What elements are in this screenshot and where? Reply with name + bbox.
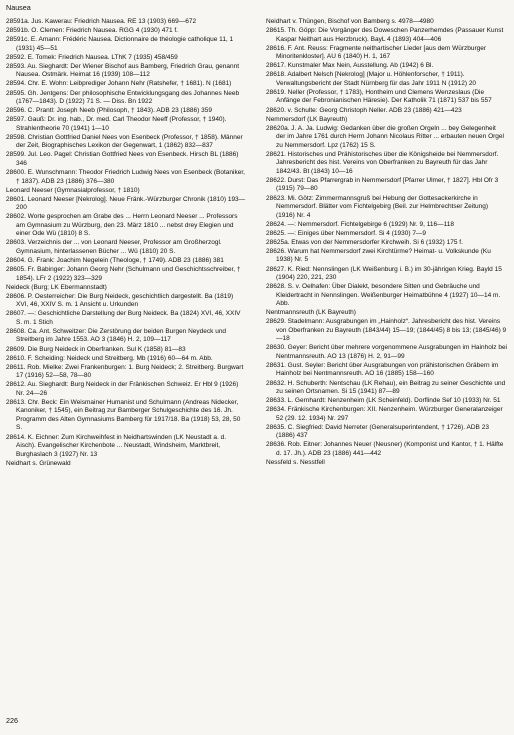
bibliography-entry: 28602. Worte gesprochen am Grabe des ... Herrn Leonard Neeser ... Professors am Gymnasium zu Würzburg, den 23. März 1810 ... nebst drey Elegien und einer Ode Wü (1810) 8 S. (6, 213, 240, 238)
bibliography-entry: Neideck (Burg; LK Ebermannstadt) (6, 283, 107, 291)
bibliography-entry: 28630. Geyer: Bericht über mehrere vorgenommene Ausgrabungen im Hainholz bei Nentmannsreuth. AO 13 (1876) H. 2, 91—99 (266, 344, 509, 360)
bibliography-entry: 28599. Jul. Leo. Pagel: Christian Gottfried Nees von Esenbeck. Hirsch BL (1886) 346 (6, 151, 241, 167)
bibliography-entry: 28605. Fr. Babinger: Johann Georg Nehr (Schulmann und Geschichtsschreiber, † 1854). LFr 2 (1922) 323—329 (6, 266, 243, 282)
bibliography-entry: 28628. S. v. Oelhafen: Über Dialekt, besondere Sitten und Gebräuche und Kleidertracht in Nennslingen. Weißenburger Heimatbühne 4 (1927) 10—14 m. Abb. (266, 283, 502, 308)
bibliography-entry: 28634. Fränkische Kirchenburgen: XII. Nenzenheim. Würzburger Generalanzeiger 52 (29. 12. 1934) Nr. 297 (266, 406, 505, 422)
bibliography-entry: 28632. H. Schuberth: Nentschau (LK Rehau), ein Beitrag zu seiner Geschichte und zu seinen Ortsnamen. Si 15 (1941) 87—89 (266, 379, 508, 396)
running-header: Nausea (6, 3, 31, 12)
bibliography-entry: 28591c. E. Amann: Frédéric Nausea. Dictionnaire de théologie catholique 11, 1 (1931) 45—51 (6, 36, 235, 52)
bibliography-entry: 28606. P. Oesterreicher: Die Burg Neideck, geschichtlich dargestellt. Ba (1819) XVI, 46, XXIV S. m. 1 Ansicht u. Urkunden (6, 292, 235, 309)
bibliography-entry: 28604. G. Frank: Joachim Negelein (Theologe, † 1749). ADB 23 (1886) 381 (6, 257, 224, 264)
bibliography-entry: 28623. Mi. Götz: Zimmermannsgruß bei Hebung der Gottesackerkirche in Nemmersdorf. Blätter vom Fichtelgebirg (Beil. zur Helmbrechtser Zeitung) (1916) Nr. 4 (266, 194, 490, 219)
bibliography-entry: 28607. —: Geschichtliche Darstellung der Burg Neideck. Ba (1824) XVI, 46, XXIV S. m. 1 Stich (6, 310, 243, 326)
bibliography-entry: 28594. Chr. E. Wohn: Leibprediger Johann Nehr (Ratshefer, † 1681). N (1681) (6, 80, 232, 88)
bibliography-entry: 28603. Verzeichnis der ... von Leonard Neeser, Professor am Großherzogl. Gymnasium, hinterlassenen Bücher ... Wü (1810) 20 S. (6, 239, 224, 255)
bibliography-entry: 28597. Gauß: Dr. ing. hab., Dr. med. Carl Theodor Neeff (Professor, † 1940). Strahlentheorie 70 (1941) 1—10 (6, 116, 229, 132)
bibliography-entry: 28615. Th. Göpp: Die Vorgänger des Doweschen Panzerhemdes (Passauer Kunst Kaspar Neithart aus Herzbruck). BayL 4 (1893) 404—406 (266, 27, 506, 43)
bibliography-entry: 28631. Gust. Seyler: Bericht über Ausgrabungen von prähistorischen Gräbern im Hainholz bei Nentmannsreuth. AO 16 (1885) 158—160 (266, 361, 501, 378)
left-column (6, 18, 247, 469)
bibliography-entry: 28620. v. Schulte: Georg Christoph Neller. ADB 23 (1886) 421—423 (266, 106, 462, 114)
bibliography-entry: Neidhart v. Thüngen, Bischof von Bamberg s. 4978—4980 (266, 18, 434, 25)
bibliography-entry: 28629. Stadelmann: Ausgrabungen im „Hainholz“. Jahresbericht des hist. Vereins von Oberfranken zu Bayreuth (1843/44) 15—19; (1844/45) 8 bis 13; (1845/46) 9—18 (266, 318, 507, 343)
bibliography-entry: Leonard Neeser (Gymnasialprofessor, † 1810) (6, 186, 140, 194)
bibliography-entry: 28613. Chr. Beck: Ein Weismainer Humanist und Schulmann (Andreas Nidecker, Kanoniker, † 1545), ein Beitrag zur Bamberger Schulgeschichte des 16. Jh. Programm des Alten Gymnasiums Bamberg für 1917/18. Ba (1918) 53, 28, 50 S. (6, 398, 243, 432)
bibliography-entry: Nentmannsreuth (LK Bayreuth) (266, 309, 356, 317)
bibliography-entry: Nemmersdorf (LK Bayreuth) (266, 115, 348, 123)
bibliography-entry: 28609. Die Burg Neideck in Oberfranken. Sul K (1858) 81—83 (6, 345, 186, 353)
bibliography-entry: 28636. Rob. Eitner: Johannes Neuer (Neusner) (Komponist und Kantor, † 1. Hälfte d. 17. Jh.). ADB 23 (1886) 441—442 (266, 441, 506, 457)
bibliography-entry: 28610. F. Scheiding: Neideck und Streitberg. Mb (1916) 60—64 m. Abb. (6, 354, 213, 362)
bibliography-entry: 28614. K. Eichner: Zum Kirchweihfest in Neidhartswinden (LK Neustadt a. d. Aisch). Evangelischer Kirchenbote ... Neustadt, Windsheim, Marktbreit, Burghaslach 3 (1927) Nr. 13 (6, 433, 228, 458)
bibliography-entry: 28618. Adalbert Nelsch [Nekrolog] (Major u. Höhlenforscher, † 1911). Verwaltungsbericht der Stadt Nürnberg für das Jahr 1911 N (1912) 20 (266, 71, 477, 87)
bibliography-entry: 28612. Au. Sieghardt: Burg Neideck in der Fränkischen Schweiz. Er Hbl 9 (1926) Nr. 24—26 (6, 381, 241, 397)
bibliography-entry: 28624. —: Nemmersdorf. Fichtelgebirge 6 (1929) Nr. 9, 116—118 (266, 220, 454, 228)
bibliography-entry: 28611. Rob. Mielke: Zwei Frankenburgen: 1. Burg Neideck; 2. Streitberg. Burgwart 17 (1916) 52—58, 78—80 (6, 363, 246, 380)
bibliography-entry: 28617. Kunstmaler Max Nein, Ausstellung. Ab (1942) 6 Bl. (266, 62, 434, 70)
bibliography-entry: 28622. Durst: Das Pfarrergrab in Nemmersdorf [Pfarrer Ulmer, † 1827]. Hbl Ofr 3 (1915) 79—80 (266, 176, 501, 193)
bibliography-entry: 28626. Warum hat Nemmersdorf zwei Kirchtürme? Heimat- u. Volkskunde (Ku 1938) Nr. 5 (266, 247, 493, 264)
bibliography-entry: 28635. C. Siegfried: David Nerreter (Generalsuperintendent, † 1726). ADB 23 (1886) 437 (266, 423, 491, 440)
bibliography-entry: 28596. C. Prantl: Joseph Neeb (Philosoph, † 1843). ADB 23 (1886) 359 (6, 107, 212, 115)
page-number: 226 (6, 716, 18, 725)
bibliography-entry: 28593. Au. Sieghardt: Der Wiener Bischof aus Bamberg, Friedrich Grau, genannt Nausea. Ostmärk. Heimat 16 (1939) 108—112 (6, 62, 241, 79)
bibliography-entry: 28633. L. Gernhardt: Nenzenheim (LK Scheinfeld). Dorflinde Sef 10 (1933) Nr. 51 (266, 397, 501, 405)
bibliography-entry: 28601. Leonard Neeser [Nekrolog]. Neue Fränk.-Würzburger Chronik (1810) 193—200 (6, 195, 246, 212)
bibliography-entry: 28592. E. Tomek: Friedrich Nausea. LThK 7 (1935) 458/459 (6, 53, 178, 61)
bibliography-entry: Neidhart s. Grünewald (6, 459, 71, 467)
bibliography-entry: 28625a. Etwas von der Nemmersdorfer Kirchweih. Si 6 (1932) 175 f. (266, 238, 463, 246)
bibliography-entry: 28620a. J. A. Ja. Ludwig: Gedanken über die großen Orgeln ... bey Gelegenheit der im Jahre 1761 durch Herrn Johann Nicolaus Ritter ... erbauten neuen Orgel zu Nemmersdorf. Lpz (1762) 15 S. (266, 124, 506, 149)
bibliography-entry: 28625. —: Einiges über Nemmersdorf. Si 4 (1930) 7—9 (266, 229, 427, 237)
bibliography-entry: Nessfeld s. Nesstfell (266, 459, 325, 467)
bibliography-entry: 28598. Christian Gottfried Daniel Nees von Esenbeck (Professor, † 1858). Männer der Zeit, Biographisches Lexikon der Gegenwart, 1 (1862) 832—837 (6, 133, 245, 150)
bibliography-entry: 28616. F. Ant. Reuss: Fragmente neithartischer Lieder [aus dem Würzburger Minoritenkloster]. AU 6 (1840) H. 1, 167 (266, 44, 488, 61)
bibliography-entry: 28627. K. Ried: Nennslingen (LK Weißenburg i. B.) im 30-jährigen Krieg. Bayld 15 (1904) 220, 221, 230 (266, 265, 504, 281)
bibliography-entry: 28608. Ca. Ant. Schweitzer: Die Zerstörung der beiden Burgen Neydeck und Streitberg im Jahre 1553. AO 3 (1846) H. 2, 109—117 (6, 327, 228, 344)
bibliography-entry: 28621. Historisches und Prähistorisches über die Königsheide bei Nemmersdorf. Jahresbericht des hist. Vereins von Oberfranken zu Bayreuth für das Jahr 1842/43. Bt (1843) 10—16 (266, 150, 501, 175)
bibliography-entry: 28591a. Jus. Kawerau: Friedrich Nausea. RE 13 (1903) 669—672 (6, 18, 197, 25)
right-column (266, 18, 507, 468)
bibliography-entry: 28595. Gh. Jentgens: Der philosophische Entwicklungsgang des Johannes Neeb (1767—1843). D (1922) 71 S. — Diss. Bn 1922 (6, 89, 241, 106)
bibliography-entry: 28619. Neller (Professor, † 1783), Hontheim und Clemens Wenzeslaus (Die Anfänge der Febronianischen Häresie). Der Katholik 71 (1871) 537 bis 557 (266, 88, 492, 105)
bibliography-entry: 28600. E. Wunschmann: Theodor Friedrich Ludwig Nees von Esenbeck (Botaniker, † 1837). ADB 23 (1886) 376—380 (6, 169, 247, 185)
bibliography-entry: 28591b. O. Clemen: Friedrich Nausea. RGG 4 (1930) 471 f. (6, 27, 178, 35)
